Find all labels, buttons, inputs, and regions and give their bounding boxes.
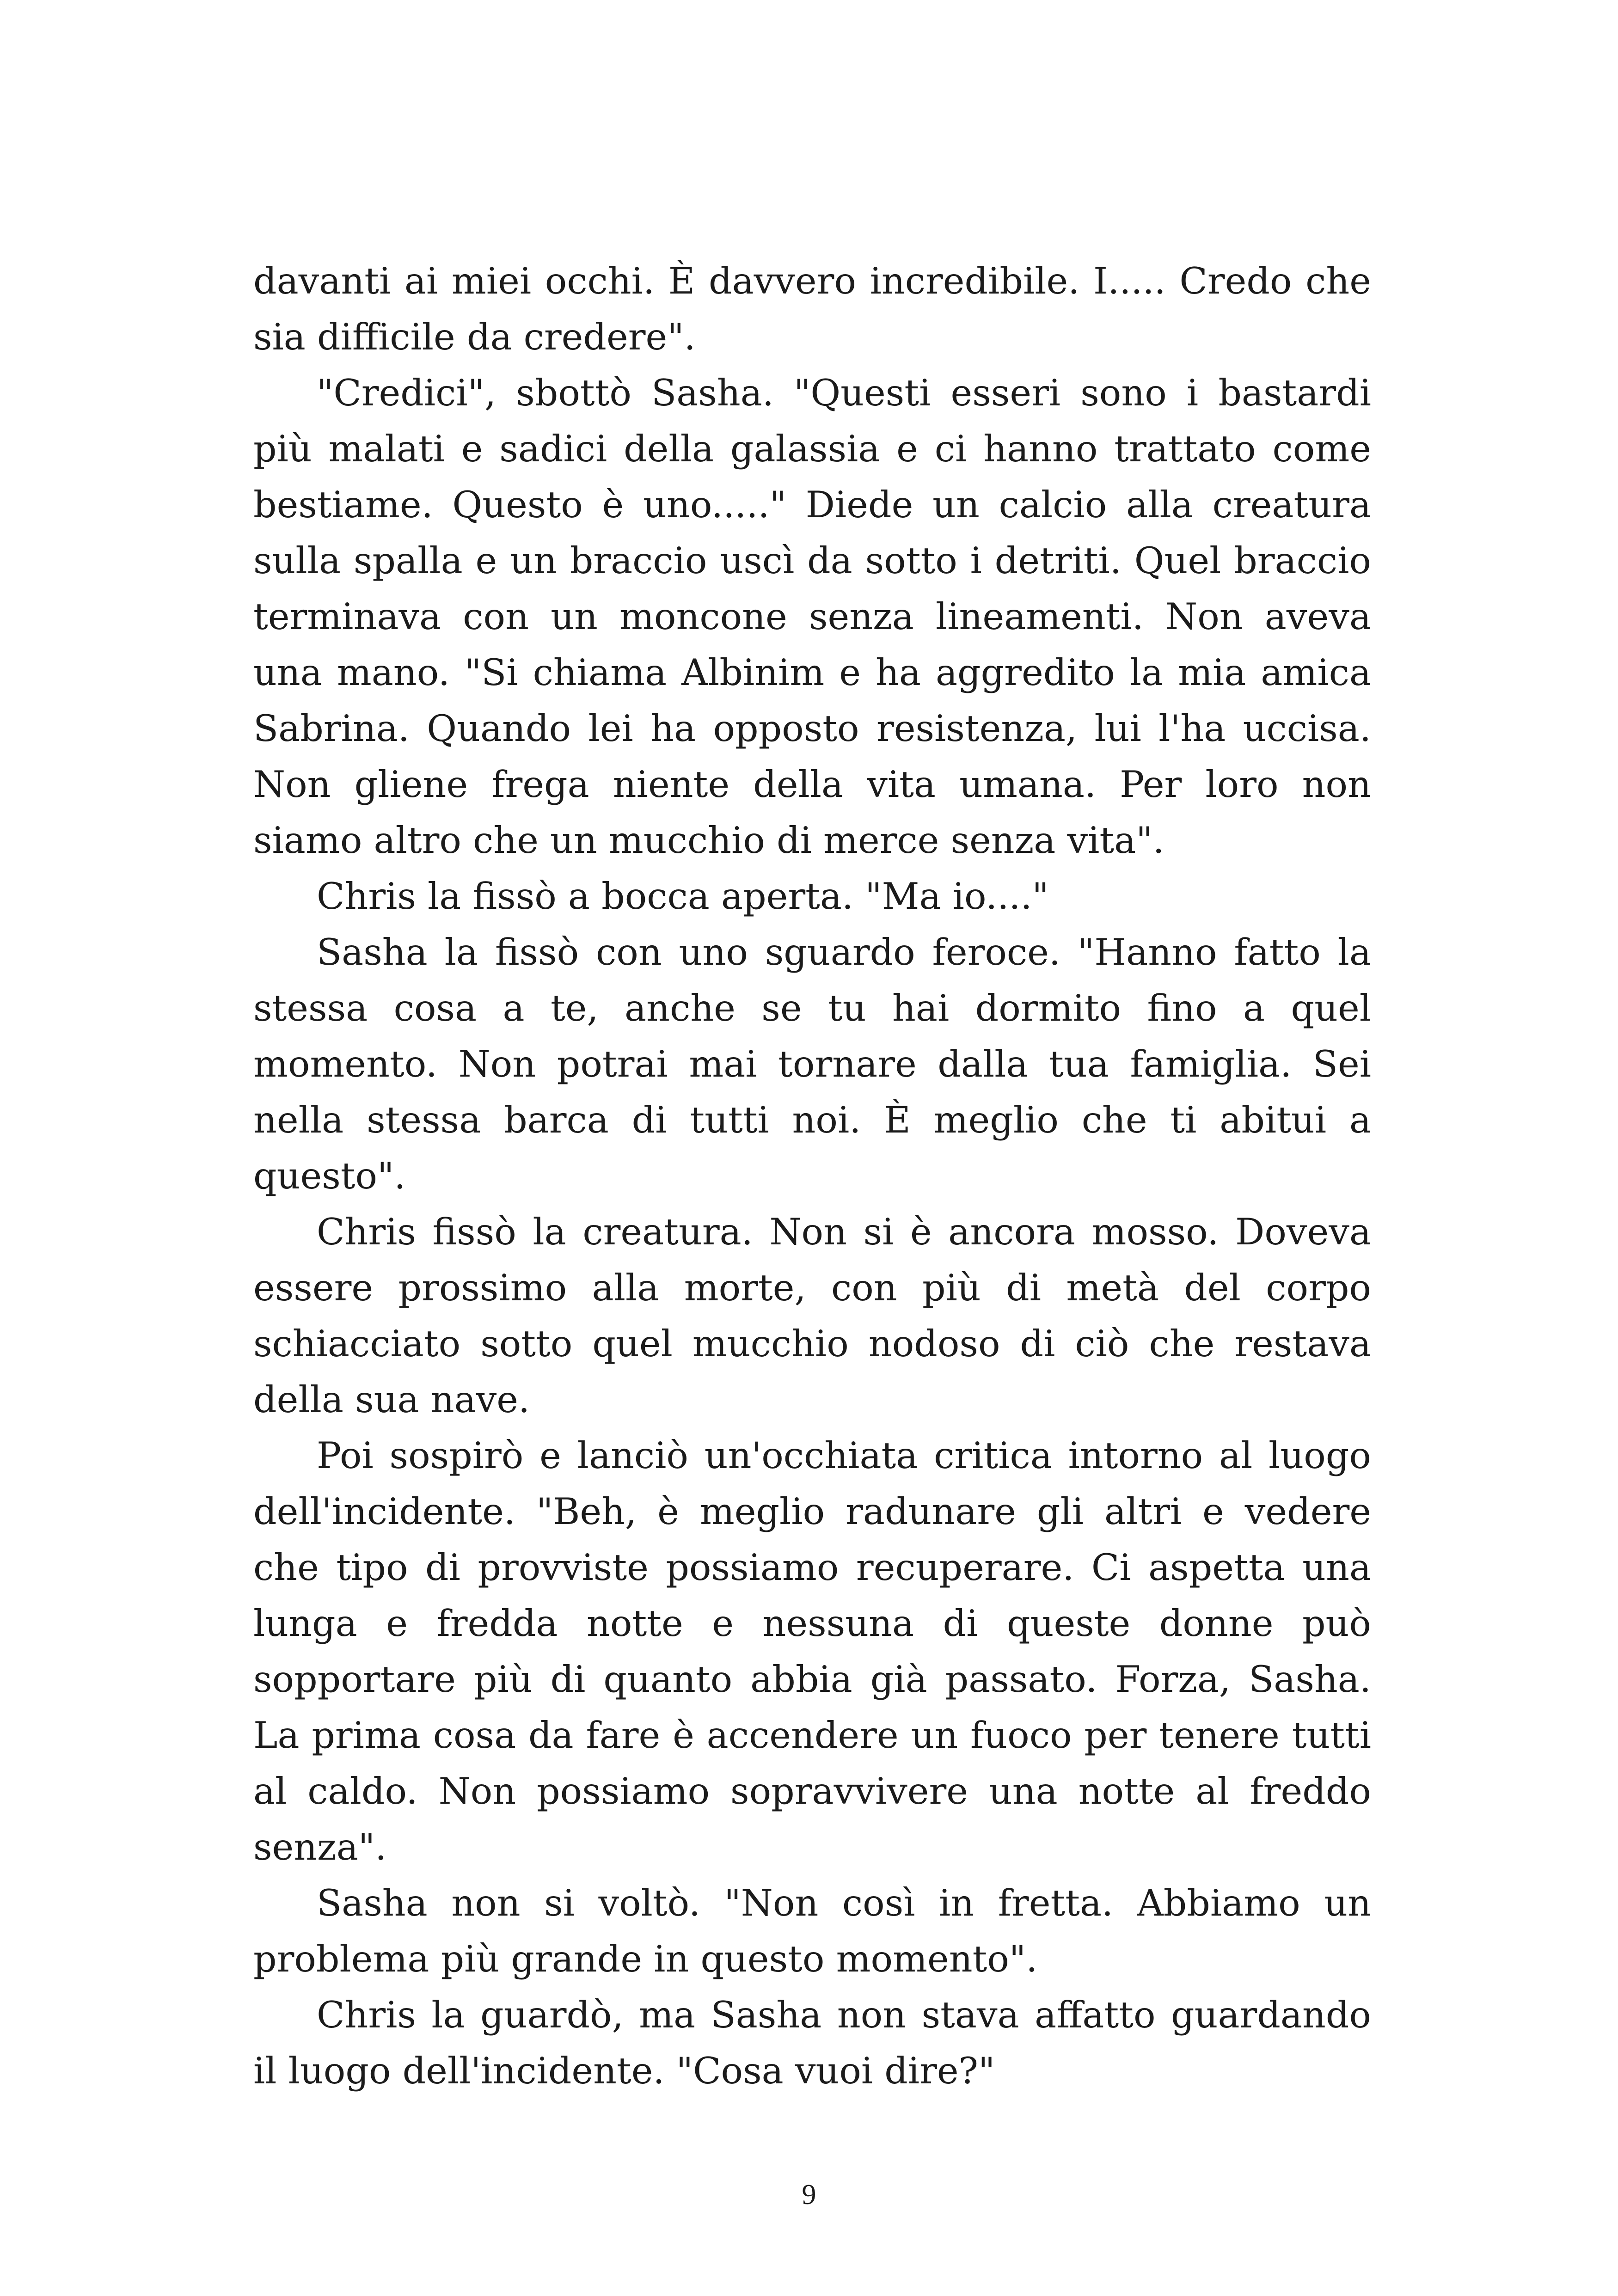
paragraph: Sasha la fissò con uno sguardo feroce. "Hanno fatto la stessa cosa a te, anche se tu hai dormito fino a quel momento. Non potrai mai tornare dalla tua famiglia. Sei nella stessa barca di tutti noi. È meglio che ti abitui a questo".: [253, 931, 1371, 1197]
paragraph: Poi sospirò e lanciò un'occhiata critica intorno al luogo dell'incidente. "Beh, è meglio radunare gli altri e vedere che tipo di provviste possiamo recuperare. Ci aspetta una lunga e fredda notte e nessuna di queste donne può sopportare più di quanto abbia già passato. Forza, Sasha. La prima cosa da fare è accendere un fuoco per tenere tutti al caldo. Non possiamo sopravvivere una notte al freddo senza".: [253, 1434, 1371, 1868]
body-text: [253, 253, 1371, 2099]
paragraph: davanti ai miei occhi. È davvero incredibile. I..... Credo che sia difficile da credere".: [253, 260, 1371, 358]
paragraph: Sasha non si voltò. "Non così in fretta. Abbiamo un problema più grande in questo momento".: [253, 1882, 1371, 1980]
paragraph: Chris fissò la creatura. Non si è ancora mosso. Doveva essere prossimo alla morte, con più di metà del corpo schiacciato sotto quel mucchio nodoso di ciò che restava della sua nave.: [253, 1211, 1371, 1421]
page-number: 9: [802, 2179, 816, 2210]
paragraph: Chris la guardò, ma Sasha non stava affatto guardando il luogo dell'incidente. "Cosa vuoi dire?": [253, 1994, 1371, 2092]
paragraph: Chris la fissò a bocca aperta. "Ma io....": [317, 875, 1049, 918]
paragraph: "Credici", sbottò Sasha. "Questi esseri sono i bastardi più malati e sadici della galassia e ci hanno trattato come bestiame. Questo è uno....." Diede un calcio alla creatura sulla spalla e un braccio uscì da sotto i detriti. Quel braccio terminava con un moncone senza lineamenti. Non aveva una mano. "Si chiama Albinim e ha aggredito la mia amica Sabrina. Quando lei ha opposto resistenza, lui l'ha uccisa. Non gliene frega niente della vita umana. Per loro non siamo altro che un mucchio di merce senza vita".: [253, 372, 1371, 862]
